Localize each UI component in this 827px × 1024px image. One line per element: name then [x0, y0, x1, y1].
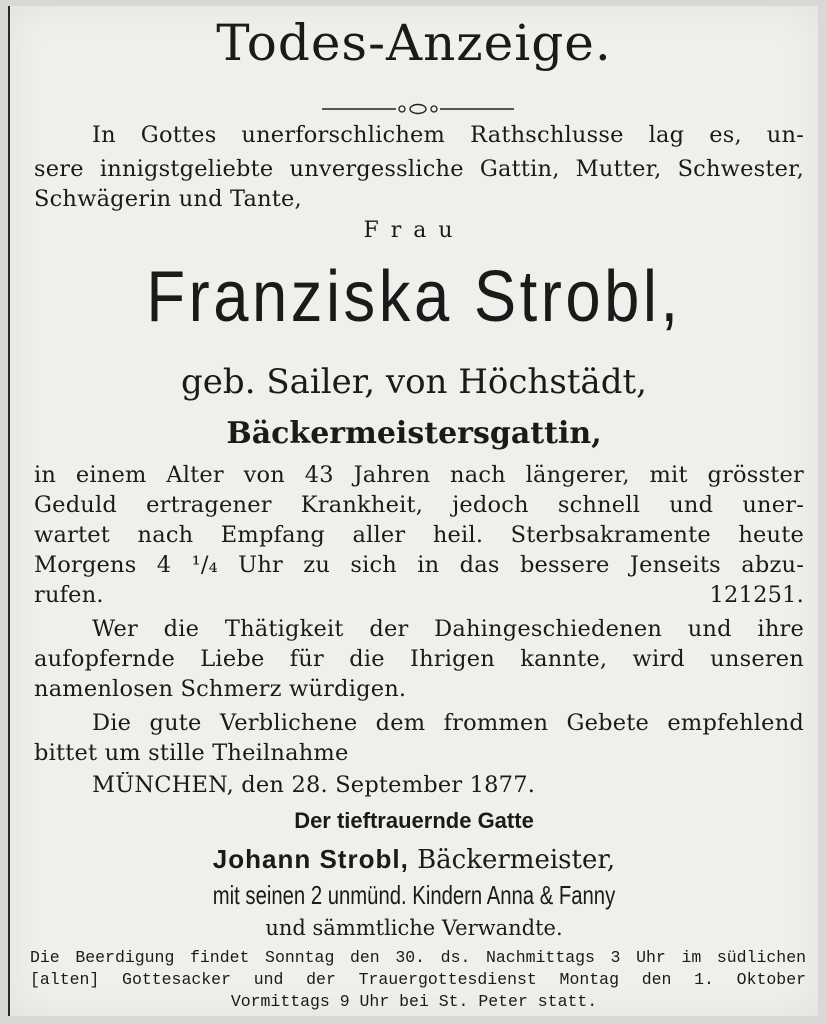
- deceased-name: Franziska Strobl,: [146, 257, 682, 337]
- death-notice: [8, 6, 818, 1016]
- para2-line-1: Wer die Thätigkeit der Dahingeschiedenen und ihre: [92, 616, 804, 642]
- deceased-occupation: Bäckermeistersgattin,: [226, 416, 602, 451]
- dateline: MÜNCHEN, den 28. September 1877.: [92, 772, 536, 798]
- widower-role: Bäckermeister,: [417, 845, 616, 875]
- signature-heading: Der tieftrauernde Gatte: [294, 808, 534, 833]
- signature-name-line: [30, 844, 798, 875]
- para2-line-2: aufopfernde Liebe für die Ihrigen kannte, wird unseren: [34, 646, 804, 672]
- footer-line-1: Die Beerdigung findet Sonntag den 30. ds. Nachmittags 3 Uhr im südlichen: [30, 948, 806, 967]
- signature-children: mit seinen 2 unmünd. Kindern Anna & Fanny: [212, 880, 616, 910]
- reference-code: 121251.: [709, 582, 804, 608]
- footer-line-3: Vormittags 9 Uhr bei St. Peter statt.: [230, 992, 598, 1011]
- body-line-2: Geduld ertragener Krankheit, jedoch schnell und uner-: [34, 492, 804, 518]
- body-line-5: rufen.: [34, 582, 104, 608]
- body-line-4: Morgens 4 ¹/₄ Uhr zu sich in das bessere Jenseits abzu-: [34, 552, 804, 578]
- divider-ornament: [318, 102, 518, 116]
- honorific: Frau: [363, 218, 465, 243]
- intro-line-3: Schwägerin und Tante,: [34, 186, 302, 212]
- intro-line-1: In Gottes unerforschlichem Rathschlusse lag es, un-: [92, 122, 804, 148]
- para3-line-1: Die gute Verblichene dem frommen Gebete empfehlend: [92, 710, 804, 736]
- signature-relatives: und sämmtliche Verwandte.: [265, 916, 563, 940]
- notice-title: Todes-Anzeige.: [216, 14, 612, 72]
- intro-line-2: sere innigstgeliebte unvergessliche Gattin, Mutter, Schwester,: [34, 156, 804, 182]
- body-line-1: in einem Alter von 43 Jahren nach längerer, mit grösster: [34, 462, 804, 488]
- para2-line-3: namenlosen Schmerz würdigen.: [34, 676, 407, 702]
- maiden-name-origin: geb. Sailer, von Höchstädt,: [181, 362, 647, 402]
- footer-line-2: [alten] Gottesacker und der Trauergottesdienst Montag den 1. Oktober: [30, 970, 806, 989]
- widower-name: Johann Strobl,: [212, 844, 409, 874]
- para3-line-2: bittet um stille Theilnahme: [34, 740, 349, 766]
- body-line-3: wartet nach Empfang aller heil. Sterbsakramente heute: [34, 522, 804, 548]
